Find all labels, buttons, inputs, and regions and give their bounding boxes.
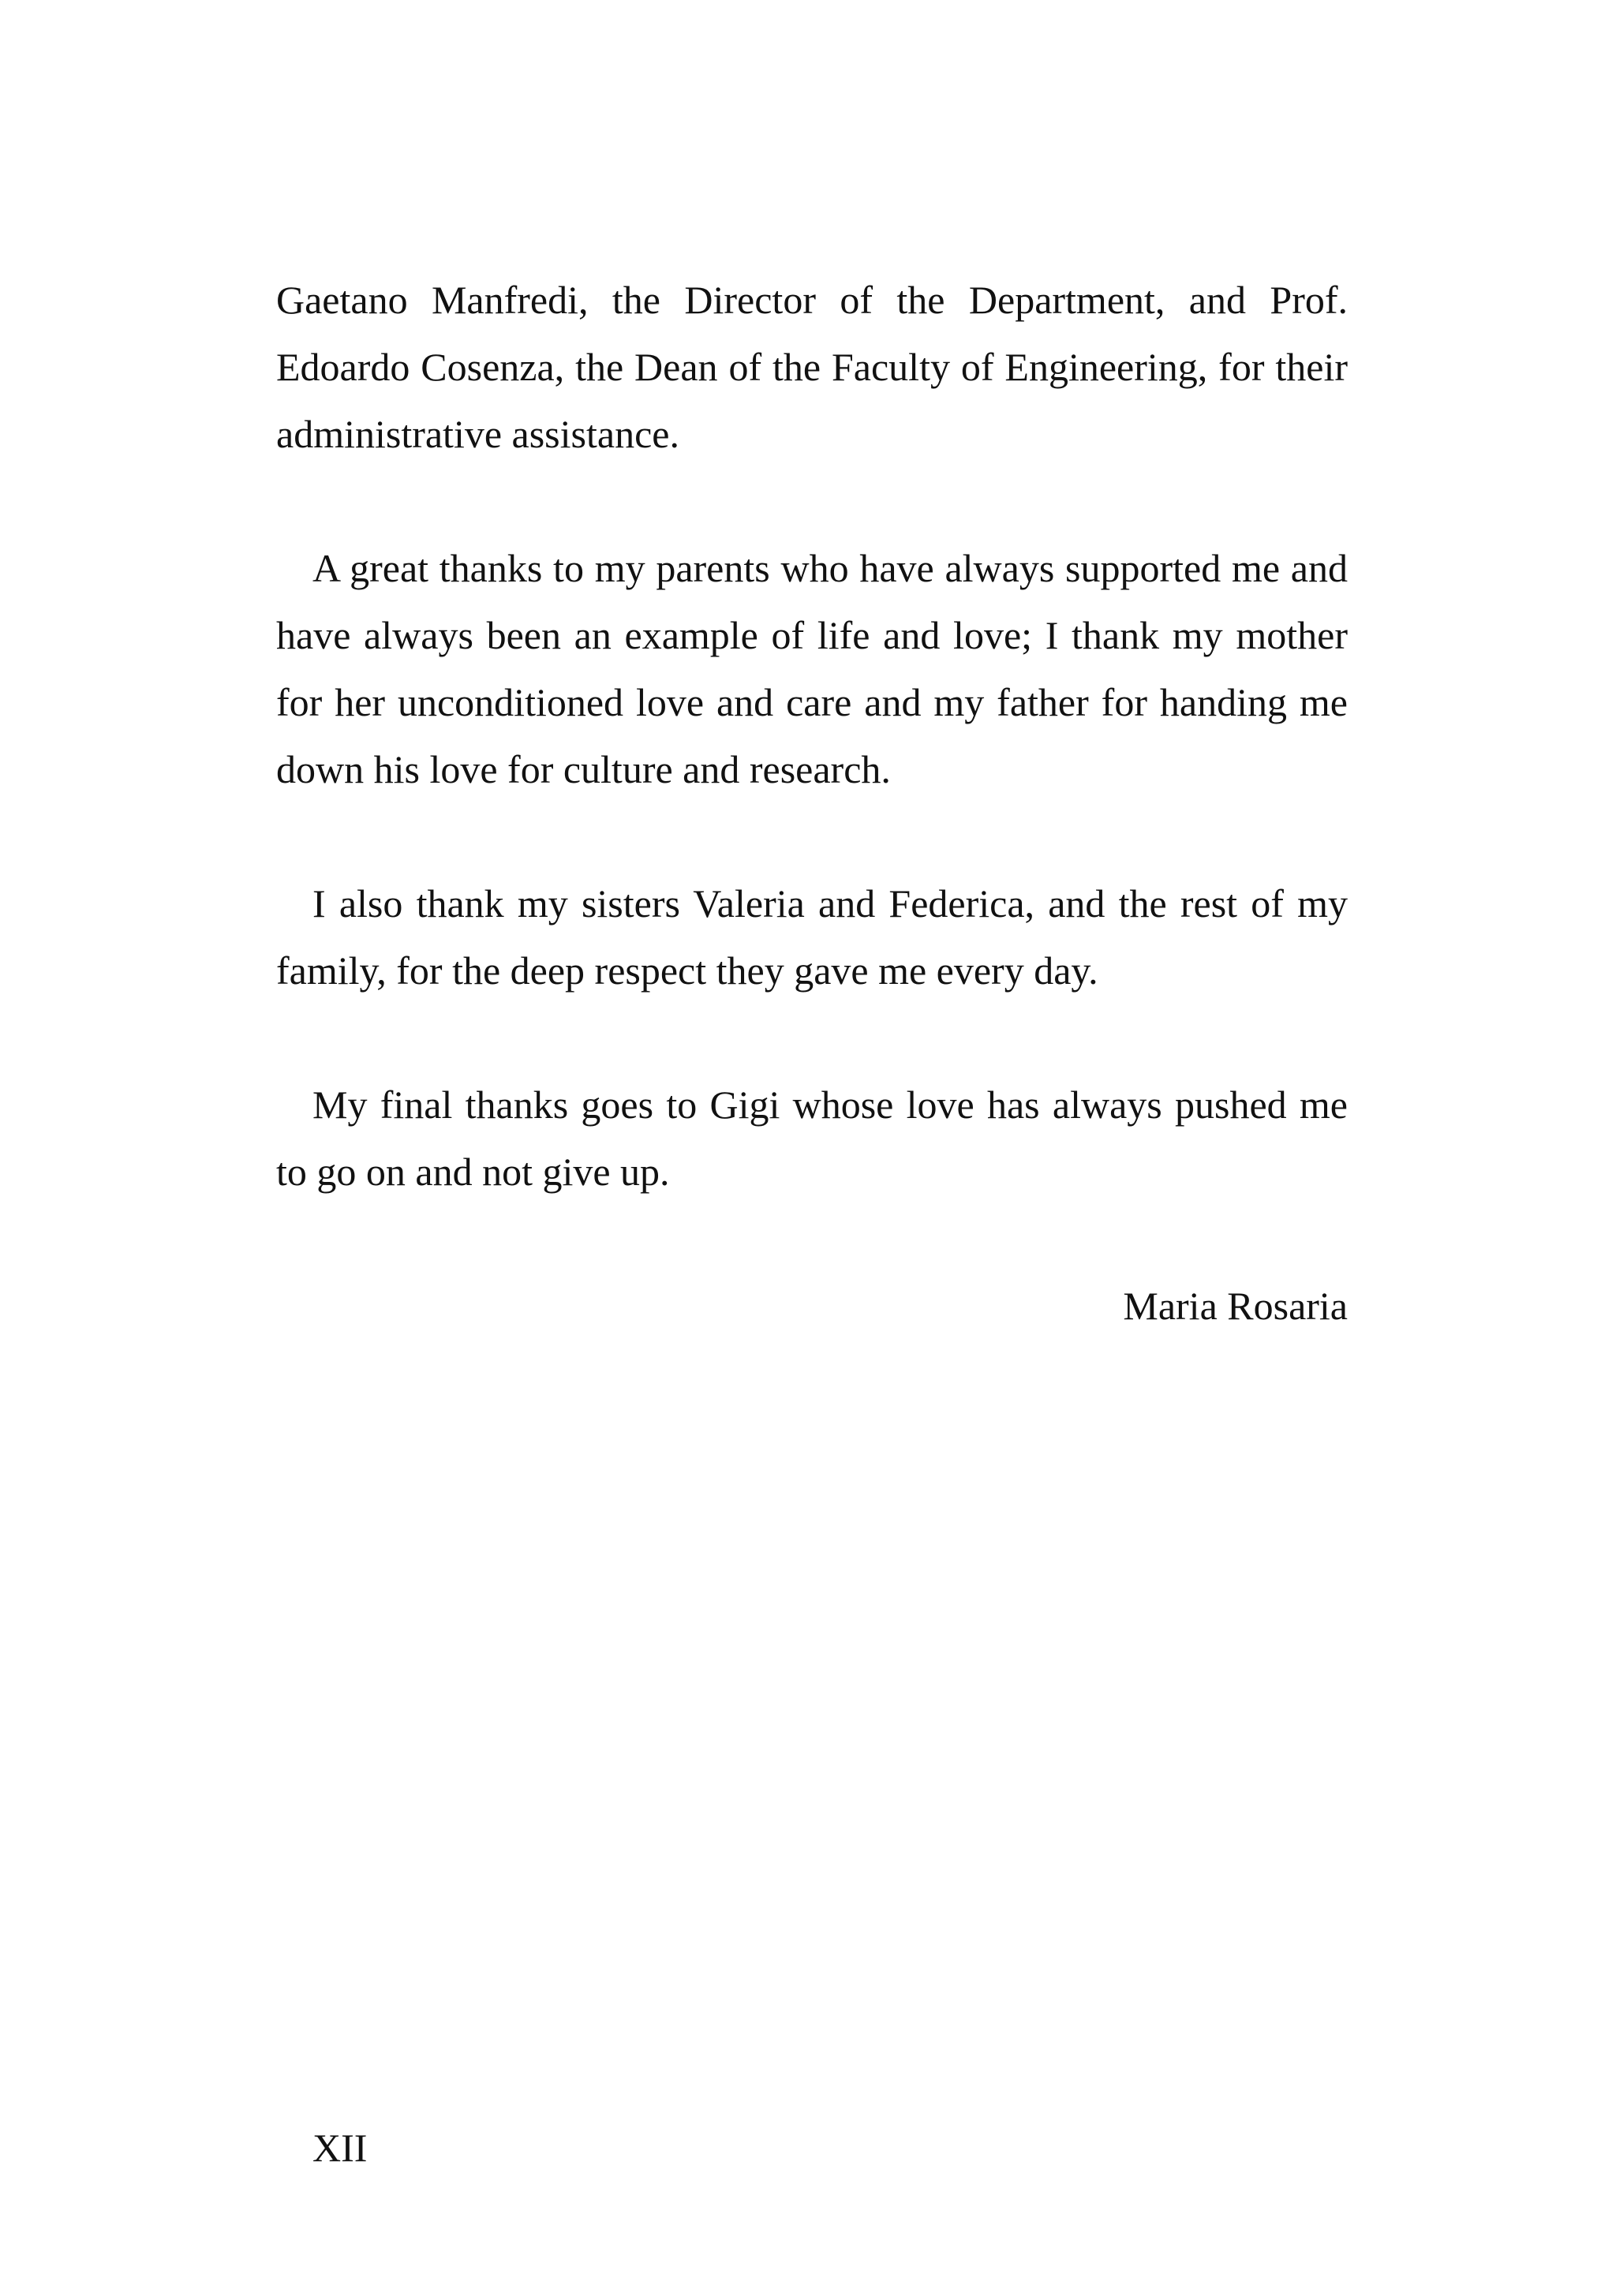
paragraph-family-thanks: I also thank my sisters Valeria and Federica, and the rest of my family, for the deep respect they gave me every day. <box>276 881 1348 993</box>
paragraph-parents-thanks: A great thanks to my parents who have always supported me and have always been an example of life and love; I thank my mother for her unconditioned love and care and my father for handing me down his love for culture and research. <box>276 546 1348 791</box>
page-number: XII <box>312 2126 368 2170</box>
paragraph-final-thanks: My final thanks goes to Gigi whose love has always pushed me to go on and not give up. <box>276 1083 1348 1194</box>
acknowledgements-text <box>276 267 1348 1340</box>
paragraph-administrative-thanks: Gaetano Manfredi, the Director of the Department, and Prof. Edoardo Cosenza, the Dean of the Faculty of Engineering, for their administrative assistance. <box>276 278 1348 456</box>
signature: Maria Rosaria <box>1123 1284 1348 1328</box>
